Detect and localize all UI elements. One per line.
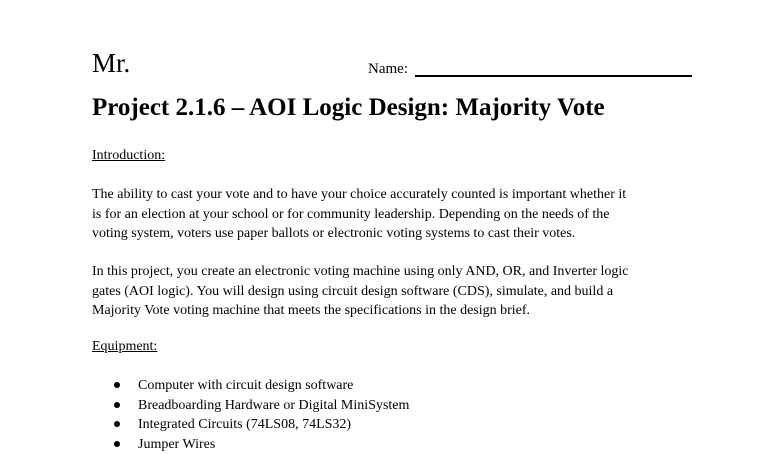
bullet-icon [114, 382, 120, 388]
bullet-icon [114, 421, 120, 427]
introduction-heading: Introduction: [92, 147, 165, 165]
paragraph-line: is for an election at your school or for community leadership. Depending on the needs of the [92, 205, 702, 225]
page-title: Project 2.1.6 – AOI Logic Design: Majority Vote [92, 93, 605, 123]
list-item [92, 435, 409, 454]
equipment-heading: Equipment: [92, 338, 157, 356]
equipment-list [92, 376, 409, 454]
header-row [92, 48, 692, 82]
bullet-icon [114, 402, 120, 408]
list-item-label: Computer with circuit design software [138, 378, 353, 393]
paragraph-line: voting system, voters use paper ballots or electronic voting systems to cast their votes. [92, 224, 702, 244]
name-label: Name: [368, 60, 408, 78]
list-item-label: Jumper Wires [138, 437, 215, 452]
paragraph-line: The ability to cast your vote and to have your choice accurately counted is important whether it [92, 185, 702, 205]
teacher-name: Mr. [92, 48, 130, 78]
list-item [92, 376, 409, 396]
name-blank-line [415, 75, 692, 77]
list-item [92, 396, 409, 416]
list-item [92, 415, 409, 435]
list-item-label: Integrated Circuits (74LS08, 74LS32) [138, 417, 351, 432]
paragraph-line: gates (AOI logic). You will design using circuit design software (CDS), simulate, and build a [92, 282, 702, 302]
list-item-label: Breadboarding Hardware or Digital MiniSystem [138, 398, 409, 413]
bullet-icon [114, 441, 120, 447]
paragraph-line: In this project, you create an electronic voting machine using only AND, OR, and Inverter logic [92, 262, 702, 282]
introduction-paragraph-2 [92, 262, 702, 321]
introduction-paragraph-1 [92, 185, 702, 244]
paragraph-line: Majority Vote voting machine that meets the specifications in the design brief. [92, 301, 702, 321]
